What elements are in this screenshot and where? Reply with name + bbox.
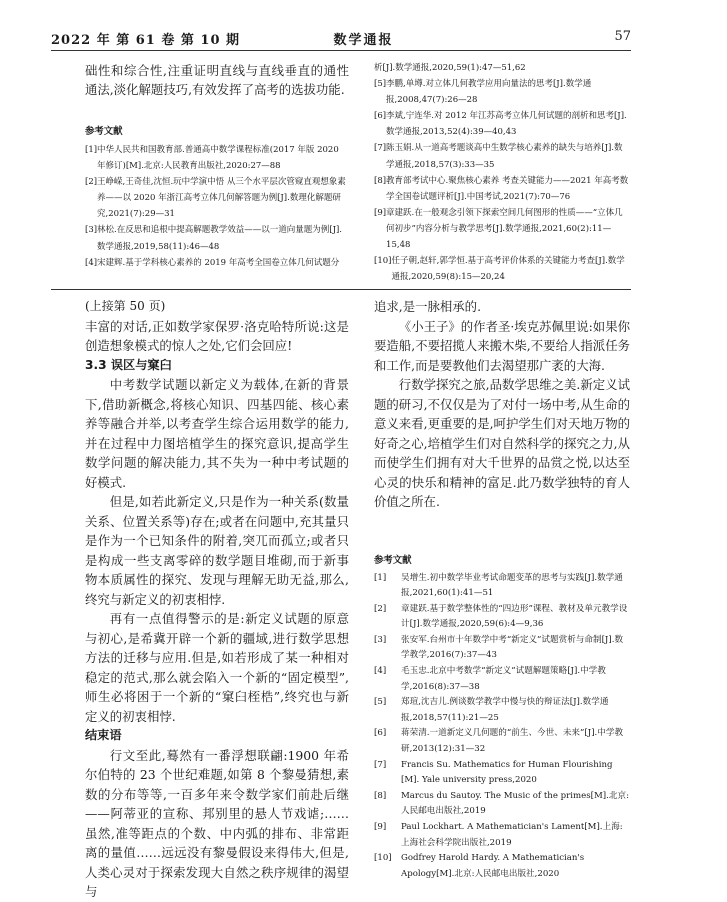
reference-text: 任子朝,赵轩,郭学恒.基于高考评价体系的关键能力考查[J].数学通报,2020,59(8):15—20,24	[391, 256, 625, 283]
reference-number: [5]	[374, 697, 387, 708]
paragraph: 中考数学试题以新定义为载体,在新的背景下,借助新概念,将核心知识、四基四能、核心素养等融合并举,以考查学生综合运用数学的能力,并在过程中力图培植学生的探究意识,提高学生数学问题的解决能力,其不失为一种中考试题的好模式.	[85, 377, 349, 490]
reference-number: [8]	[374, 790, 387, 801]
reference-number: [6]	[374, 728, 387, 739]
reference-number: [5]	[374, 79, 387, 90]
bottom-left-column	[85, 297, 349, 902]
article-divider	[51, 289, 631, 290]
page-number: 57	[614, 29, 631, 44]
paragraph: 行文至此,蓦然有一番浮想联翩:1900 年希尔伯特的 23 个世纪难题,如第 8 个黎曼猜想,素数的分布等等,一百多年来令数学家们前赴后继——阿蒂亚的宣称、邦别里的悬人节戏谑;……虽然,准等距点的个数、中内弧的排布、非常距离的量值……远远没有黎曼假设来得伟大,但是,人类心灵对于探索发现大自然之秩序规律的渴望与	[85, 747, 349, 899]
reference-text: 林松.在反思和追根中提高解题教学效益——以一道向量题为例[J].数学通报,2019,58(11):46—48	[97, 225, 342, 252]
reference-number: [10]	[374, 853, 392, 864]
top-left-column	[85, 61, 349, 271]
reference-item	[85, 174, 349, 222]
reference-list	[374, 60, 630, 285]
reference-text: 张安军.台州市十年数学中考“新定义”试题赏析与命制[J].数学教学,2016(7):37—43	[401, 634, 624, 661]
top-right-column	[374, 60, 630, 285]
reference-number: [3]	[85, 225, 98, 236]
reference-text: 教育部考试中心.聚焦核心素养 考查关键能力——2021 年高考数学全国卷试题评析[J].中国考试,2021(7):70—76	[386, 175, 629, 202]
reference-item	[374, 695, 630, 726]
reference-item	[374, 633, 630, 664]
continued-from-note: (上接第 50 页)	[85, 299, 166, 313]
reference-number: [9]	[374, 822, 387, 832]
reference-number: [7]	[374, 759, 387, 770]
reference-item	[374, 664, 630, 695]
reference-item	[374, 76, 630, 108]
bottom-right-column	[374, 297, 630, 882]
reference-text: Marcus du Sautoy. The Music of the primes[M].北京:人民邮电出版社,2019	[401, 790, 629, 817]
paragraph: 但是,如若此新定义,只是作为一种关系(数量关系、位置关系等)存在;或者在问题中,充其量只是作为一个已知条件的附着,突兀而孤立;或者只是构成一些支离零碎的数学题目堆砌,而于新事物本质属性的探究、发现与理解无助无益,那么,终究与新定义的初衷相悖.	[85, 494, 349, 607]
reference-list	[85, 142, 349, 271]
reference-number: [1]	[85, 145, 98, 155]
reference-text: 吴增生.初中数学毕业考试命题变革的思考与实践[J].数学通报,2021,60(1):41—51	[401, 572, 623, 599]
reference-item	[374, 253, 630, 285]
reference-text: 中华人民共和国教育部.普通高中数学课程标准(2017 年版 2020 年修订)[M].北京:人民教育出版社,2020:27—88	[97, 145, 339, 172]
reference-number: [4]	[85, 257, 98, 268]
reference-text: 毛玉忠.北京中考数学“新定义”试题解题策略[J].中学教学,2016(8):37—38	[401, 666, 606, 692]
reference-item	[374, 140, 630, 172]
reference-number: [1]	[374, 572, 387, 583]
reference-text: 蒋荣清.一道新定义几何题的“前生、今世、未来”[J].中学教研,2013(12):31—32	[401, 728, 624, 755]
reference-text: 章建跃.在一般观念引领下探索空间几何图形的性质——“立体几何初步”内容分析与教学思考[J].数学通报,2021,60(2):11—15,48	[386, 207, 623, 251]
section-heading: 3.3 误区与窠臼	[85, 357, 172, 372]
reference-number: [2]	[85, 177, 98, 188]
header-divider	[51, 50, 631, 51]
reference-item	[85, 222, 349, 254]
reference-item	[374, 571, 630, 602]
reference-number: [2]	[374, 603, 387, 614]
reference-item	[374, 726, 630, 757]
reference-text: 李鹏,单墫.对立体几何教学应用向量法的思考[J].数学通报,2008,47(7):26—28	[386, 79, 592, 106]
reference-list	[374, 571, 630, 883]
reference-item	[85, 142, 349, 174]
reference-text: 李斌,宁连华.对 2012 年江苏高考立体几何试题的剖析和思考[J].数学通报,2013,52(4):39—40,43	[386, 111, 627, 138]
references-title: 参考文献	[85, 126, 123, 137]
reference-item	[85, 255, 349, 271]
issue-info: 2022 年 第 61 卷 第 10 期	[51, 33, 241, 48]
reference-item	[374, 851, 630, 882]
reference-text: Godfrey Harold Hardy. A Mathematician's Apology[M].北京:人民邮电出版社,2020	[401, 853, 585, 879]
reference-text: Francis Su. Mathematics for Human Flourishing [M]. Yale university press,2020	[401, 759, 613, 786]
reference-text: 宋建辉.基于学科核心素养的 2019 年高考全国卷立体几何试题分	[97, 257, 340, 268]
reference-item	[374, 108, 630, 140]
reference-number: [8]	[374, 175, 387, 186]
reference-text: 析[J].数学通报,2020,59(1):47—51,62	[374, 63, 526, 73]
paragraph: 追求,是一脉相承的.	[374, 299, 482, 314]
reference-number: [7]	[374, 143, 387, 154]
paragraph: 再有一点值得警示的是:新定义试题的原意与初心,是希冀开辟一个新的疆域,进行数学思想方法的迁移与应用.但是,如若形成了某一种相对稳定的范式,那么就会陷入一个新的“固定模型”,师生必将困于一个新的“窠臼桎梏”,终究也与新定义的初衷相悖.	[85, 611, 349, 724]
reference-item	[374, 205, 630, 253]
reference-item	[374, 602, 630, 633]
paragraph: 《小王子》的作者圣·埃克苏佩里说:如果你要造船,不要招揽人来搬木柴,不要给人指派任务和工作,而是要教他们去渴望那广袤的大海.	[374, 318, 630, 373]
references-title: 参考文献	[374, 554, 412, 566]
paragraph: 丰富的对话,正如数学家保罗·洛克哈特所说:这是创造想象模式的惊人之处,它们会回应!	[85, 318, 349, 353]
reference-item	[374, 789, 630, 820]
paragraph: 行数学探究之旅,品数学思维之美.新定义试题的研习,不仅仅是为了对付一场中考,从生命的意义来看,更重要的是,呵护学生们对天地万物的好奇之心,培植学生们对自然科学的探究之力,从而使学生们拥有对大千世界的品赏之悦,以达至心灵的快乐和精神的富足.此乃数学独特的育人价值之所在.	[374, 377, 630, 509]
reference-item	[374, 60, 630, 76]
reference-text: Paul Lockhart. A Mathematician's Lament[M].上海:上海社会科学院出版社,2019	[401, 822, 623, 848]
reference-text: 章建跃.基于数学整体性的“四边形”课程、教材及单元教学设计[J].数学通报,2020,59(6):4—9,36	[401, 603, 628, 630]
reference-text: 陈玉娟.从一道高考题谈高中生数学核心素养的缺失与培养[J].数学通报,2018,57(3):33—35	[386, 143, 623, 170]
reference-number: [3]	[374, 634, 387, 645]
reference-text: 郑瑄,沈吉儿.例谈数学教学中慢与快的辩证法[J].数学通报,2018,57(11):21—25	[401, 697, 609, 723]
conclusion-heading: 结束语	[85, 728, 122, 742]
closing-paragraph: 础性和综合性,注重证明直线与直线垂直的通性通法,淡化解题技巧,有效发挥了高考的选拔功能.	[85, 63, 349, 97]
reference-number: [10]	[374, 256, 392, 267]
reference-number: [6]	[374, 111, 387, 122]
reference-item	[374, 173, 630, 205]
reference-number: [9]	[374, 207, 387, 218]
journal-title: 数学通报	[333, 33, 394, 48]
reference-item	[374, 758, 630, 789]
reference-item	[374, 820, 630, 851]
reference-text: 王峥嵘,王奇佳,沈恒.玩中学演中悟 从三个水平层次管窥直观想象素养——以 2020 年浙江高考立体几何解答题为例[J].数理化解题研究,2021(7):29—31	[97, 177, 346, 220]
reference-number: [4]	[374, 666, 387, 677]
